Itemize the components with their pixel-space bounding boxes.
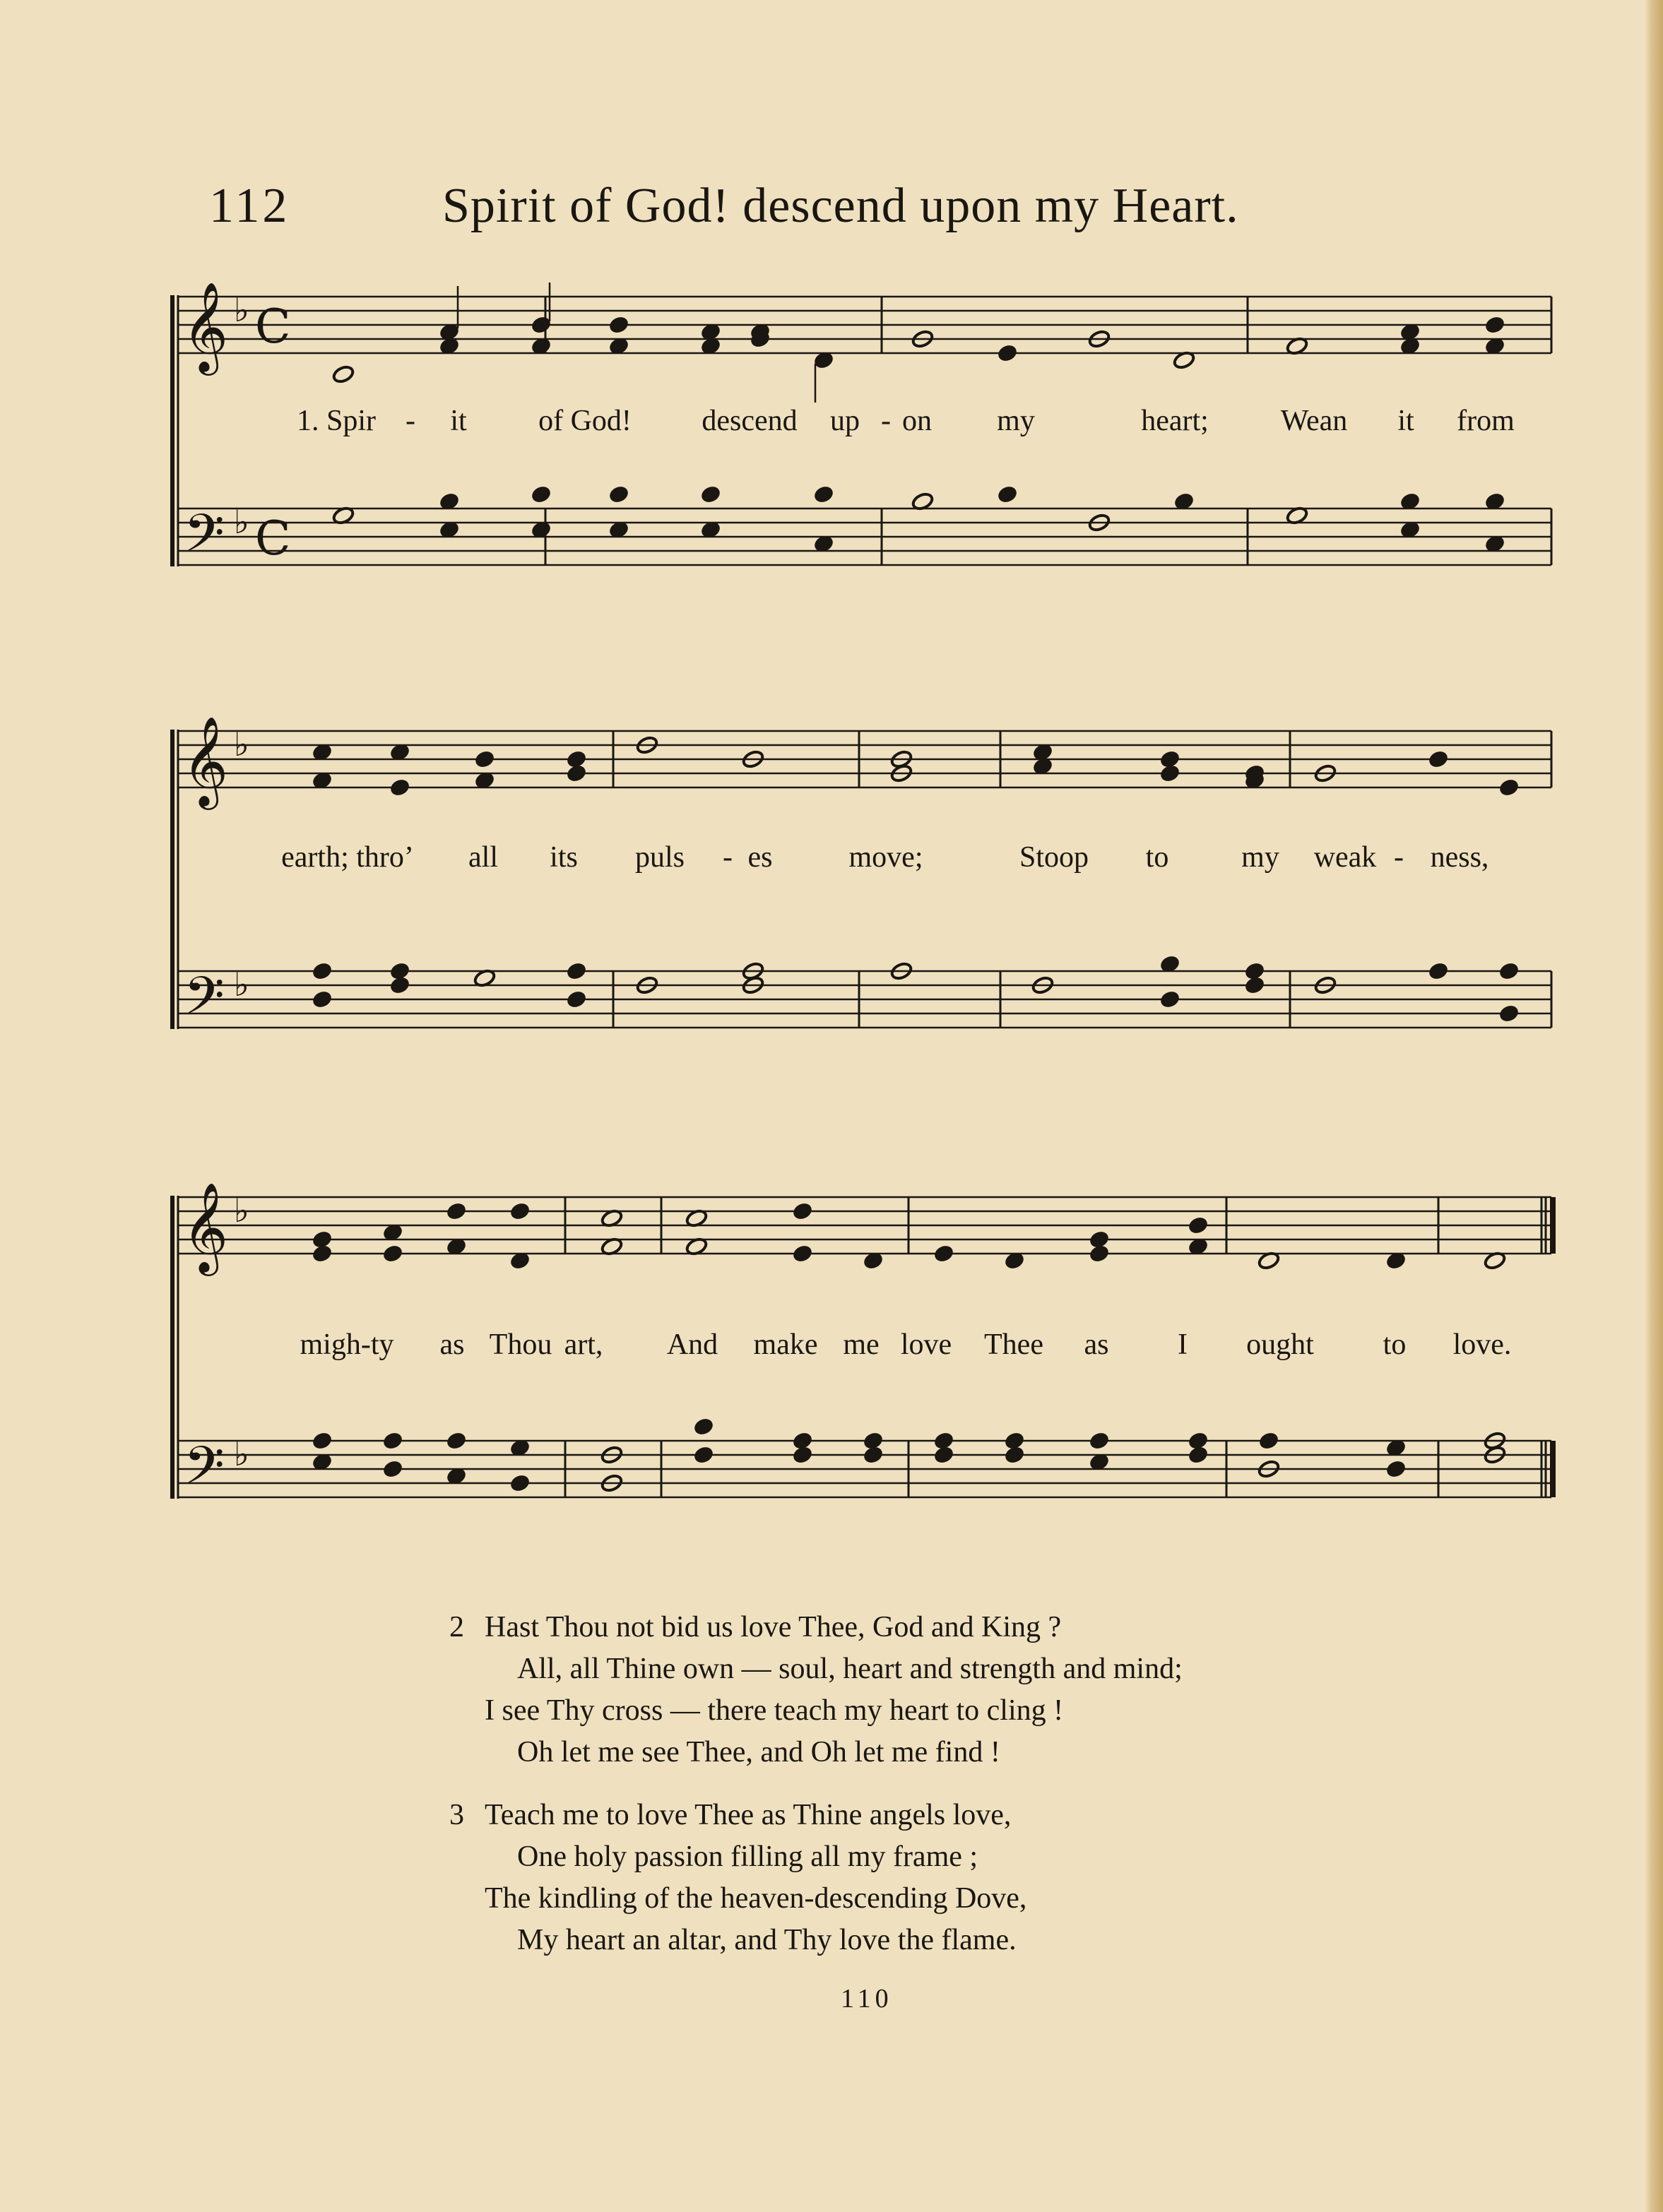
lyric-syllable: make bbox=[753, 1328, 818, 1361]
lyric-syllable: as bbox=[1084, 1328, 1109, 1361]
key-signature-flat-icon: ♭ bbox=[234, 965, 249, 1004]
hymn-header bbox=[209, 178, 1438, 242]
stanza-line: All, all Thine own — soul, heart and strength and mind; bbox=[517, 1653, 1183, 1685]
treble-clef-icon: 𝄞 bbox=[182, 281, 229, 371]
lyric-syllable: up bbox=[830, 405, 860, 437]
stanza-number: 3 bbox=[449, 1799, 464, 1831]
bass-clef-icon: 𝄢 bbox=[184, 1435, 225, 1509]
stanza-line: My heart an altar, and Thy love the flame. bbox=[517, 1924, 1017, 1956]
music-system-2 bbox=[167, 715, 1556, 1052]
lyric-syllable: es bbox=[747, 841, 773, 874]
bass-clef-icon: 𝄢 bbox=[184, 965, 225, 1040]
page-edge bbox=[1645, 0, 1663, 2212]
lyric-syllable: love. bbox=[1452, 1328, 1512, 1361]
lyric-syllable: move; bbox=[848, 841, 923, 874]
lyric-syllable: Stoop bbox=[1019, 841, 1089, 874]
music-system-3 bbox=[167, 1182, 1556, 1582]
key-signature-flat-icon: ♭ bbox=[234, 1435, 249, 1473]
stanza-line: Oh let me see Thee, and Oh let me find ! bbox=[517, 1736, 1000, 1768]
key-signature-flat-icon: ♭ bbox=[234, 725, 249, 763]
stanza-line-text: Hast Thou not bid us love Thee, God and King ? bbox=[485, 1611, 1062, 1643]
stanza-2 bbox=[449, 1607, 1438, 1773]
stanza-line: One holy passion filling all my frame ; bbox=[517, 1841, 978, 1873]
lyric-syllable: 1. Spir bbox=[296, 405, 377, 437]
key-signature-flat-icon: ♭ bbox=[234, 503, 249, 541]
lyric-syllable: weak bbox=[1313, 841, 1377, 874]
lyric-syllable: on bbox=[902, 405, 932, 437]
lyric-syllable: ought bbox=[1246, 1328, 1314, 1361]
lyric-syllable: love bbox=[900, 1328, 952, 1361]
lyric-syllable: I bbox=[1178, 1328, 1188, 1361]
lyrics-line-2 bbox=[167, 840, 1556, 883]
lyrics-line-1 bbox=[167, 404, 1556, 446]
lyric-syllable: it bbox=[450, 405, 467, 437]
bass-notes bbox=[332, 485, 1505, 553]
lyric-syllable: - bbox=[1394, 841, 1404, 874]
lyric-syllable: me bbox=[843, 1328, 880, 1361]
stanza-line-text: Teach me to love Thee as Thine angels love, bbox=[485, 1799, 1012, 1831]
bass-staff bbox=[178, 971, 1551, 1028]
stanza-number: 2 bbox=[449, 1611, 464, 1643]
lyric-syllable: - bbox=[881, 405, 891, 437]
lyric-syllable: my bbox=[997, 405, 1035, 437]
lyric-syllable: from bbox=[1457, 405, 1515, 437]
bass-staff bbox=[178, 509, 1551, 565]
lyric-syllable: descend bbox=[702, 405, 798, 437]
lyric-syllable: - bbox=[723, 841, 733, 874]
music-system-1 bbox=[167, 283, 1556, 586]
hymn-number: 112 bbox=[209, 179, 290, 233]
lyric-syllable: migh-ty bbox=[300, 1328, 394, 1361]
stanza-3 bbox=[449, 1795, 1438, 1961]
common-time-icon: C bbox=[255, 299, 291, 354]
stanza-line bbox=[449, 1795, 1438, 1836]
hymn-title: Spirit of God! descend upon my Heart. bbox=[442, 179, 1239, 233]
lyric-syllable: Thou bbox=[489, 1328, 552, 1361]
lyric-syllable: my bbox=[1241, 841, 1279, 874]
lyric-syllable: its bbox=[550, 841, 578, 874]
lyric-syllable: Wean bbox=[1280, 405, 1348, 437]
lyric-syllable: puls bbox=[634, 841, 685, 874]
key-signature-flat-icon: ♭ bbox=[234, 1191, 249, 1230]
treble-notes bbox=[332, 283, 1505, 403]
score-system-3 bbox=[167, 1182, 1556, 1582]
lyric-syllable: as bbox=[439, 1328, 465, 1361]
additional-stanzas bbox=[449, 1607, 1438, 1982]
lyric-syllable: - bbox=[406, 405, 415, 437]
stanza-line: The kindling of the heaven-descending Dove, bbox=[485, 1882, 1027, 1915]
lyric-syllable: to bbox=[1383, 1328, 1407, 1361]
key-signature-flat-icon: ♭ bbox=[234, 291, 249, 329]
bass-clef-icon: 𝄢 bbox=[184, 503, 225, 577]
score-system-2 bbox=[167, 715, 1556, 1052]
lyric-syllable: of God! bbox=[538, 405, 632, 437]
common-time-icon: C bbox=[255, 511, 291, 566]
lyric-syllable: heart; bbox=[1141, 405, 1209, 437]
treble-clef-icon: 𝄞 bbox=[182, 1182, 229, 1272]
lyric-syllable: And bbox=[666, 1328, 718, 1361]
lyric-syllable: all bbox=[468, 841, 498, 874]
page-number: 110 bbox=[841, 1984, 893, 2014]
stanza-line: I see Thy cross — there teach my heart to cling ! bbox=[485, 1694, 1064, 1727]
lyric-syllable: to bbox=[1145, 841, 1169, 874]
treble-clef-icon: 𝄞 bbox=[182, 715, 229, 806]
lyric-syllable: Thee bbox=[984, 1328, 1043, 1361]
lyric-syllable: ness, bbox=[1430, 841, 1489, 874]
treble-staff bbox=[178, 297, 1551, 353]
treble-staff bbox=[178, 731, 1551, 787]
treble-staff bbox=[178, 1197, 1551, 1254]
lyric-syllable: it bbox=[1397, 405, 1414, 437]
stanza-line bbox=[449, 1607, 1438, 1648]
lyric-syllable: art, bbox=[564, 1328, 603, 1361]
lyrics-line-3 bbox=[167, 1328, 1556, 1370]
lyric-syllable: earth; thro’ bbox=[281, 841, 414, 874]
